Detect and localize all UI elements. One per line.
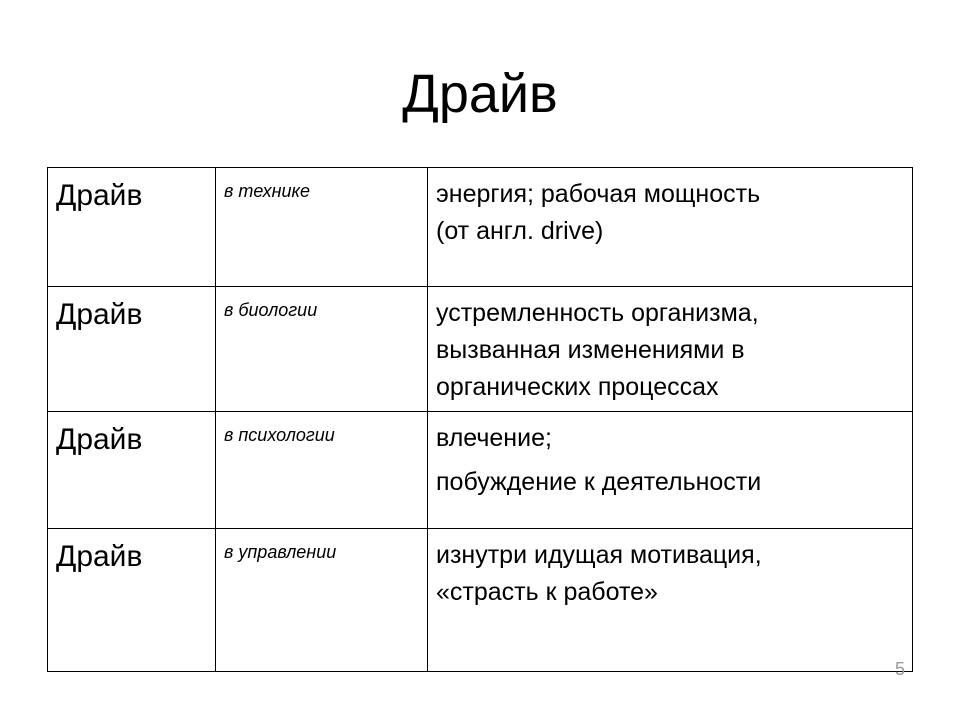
field-cell: в психологии — [216, 412, 428, 529]
field-cell: в управлении — [216, 529, 428, 672]
term-cell: Драйв — [48, 529, 216, 672]
term-cell: Драйв — [48, 287, 216, 412]
definition-line: побуждение к деятельности — [436, 468, 762, 496]
definition-cell — [428, 287, 913, 412]
table-row — [48, 529, 913, 672]
definition-line: устремленность организма, — [436, 299, 759, 327]
term-cell: Драйв — [48, 168, 216, 287]
definition-line: изнутри идущая мотивация, — [436, 541, 762, 569]
definition-line: энергия; рабочая мощность — [436, 180, 761, 208]
definition-line: вызванная изменениями в — [436, 336, 745, 364]
definition-cell — [428, 412, 913, 529]
field-cell: в биологии — [216, 287, 428, 412]
definition-table — [47, 167, 913, 672]
table-row — [48, 412, 913, 529]
page-number: 5 — [894, 659, 905, 679]
definition-cell — [428, 529, 913, 672]
definition-line: (от англ. drive) — [436, 217, 604, 245]
term-cell: Драйв — [48, 412, 216, 529]
table-row — [48, 287, 913, 412]
definition-line: органических процессах — [436, 373, 719, 401]
table-row — [48, 168, 913, 287]
field-cell: в технике — [216, 168, 428, 287]
slide-title: Драйв — [402, 64, 558, 124]
definition-cell — [428, 168, 913, 287]
definition-line: влечение; — [436, 424, 552, 452]
definition-line: «страсть к работе» — [436, 578, 658, 606]
